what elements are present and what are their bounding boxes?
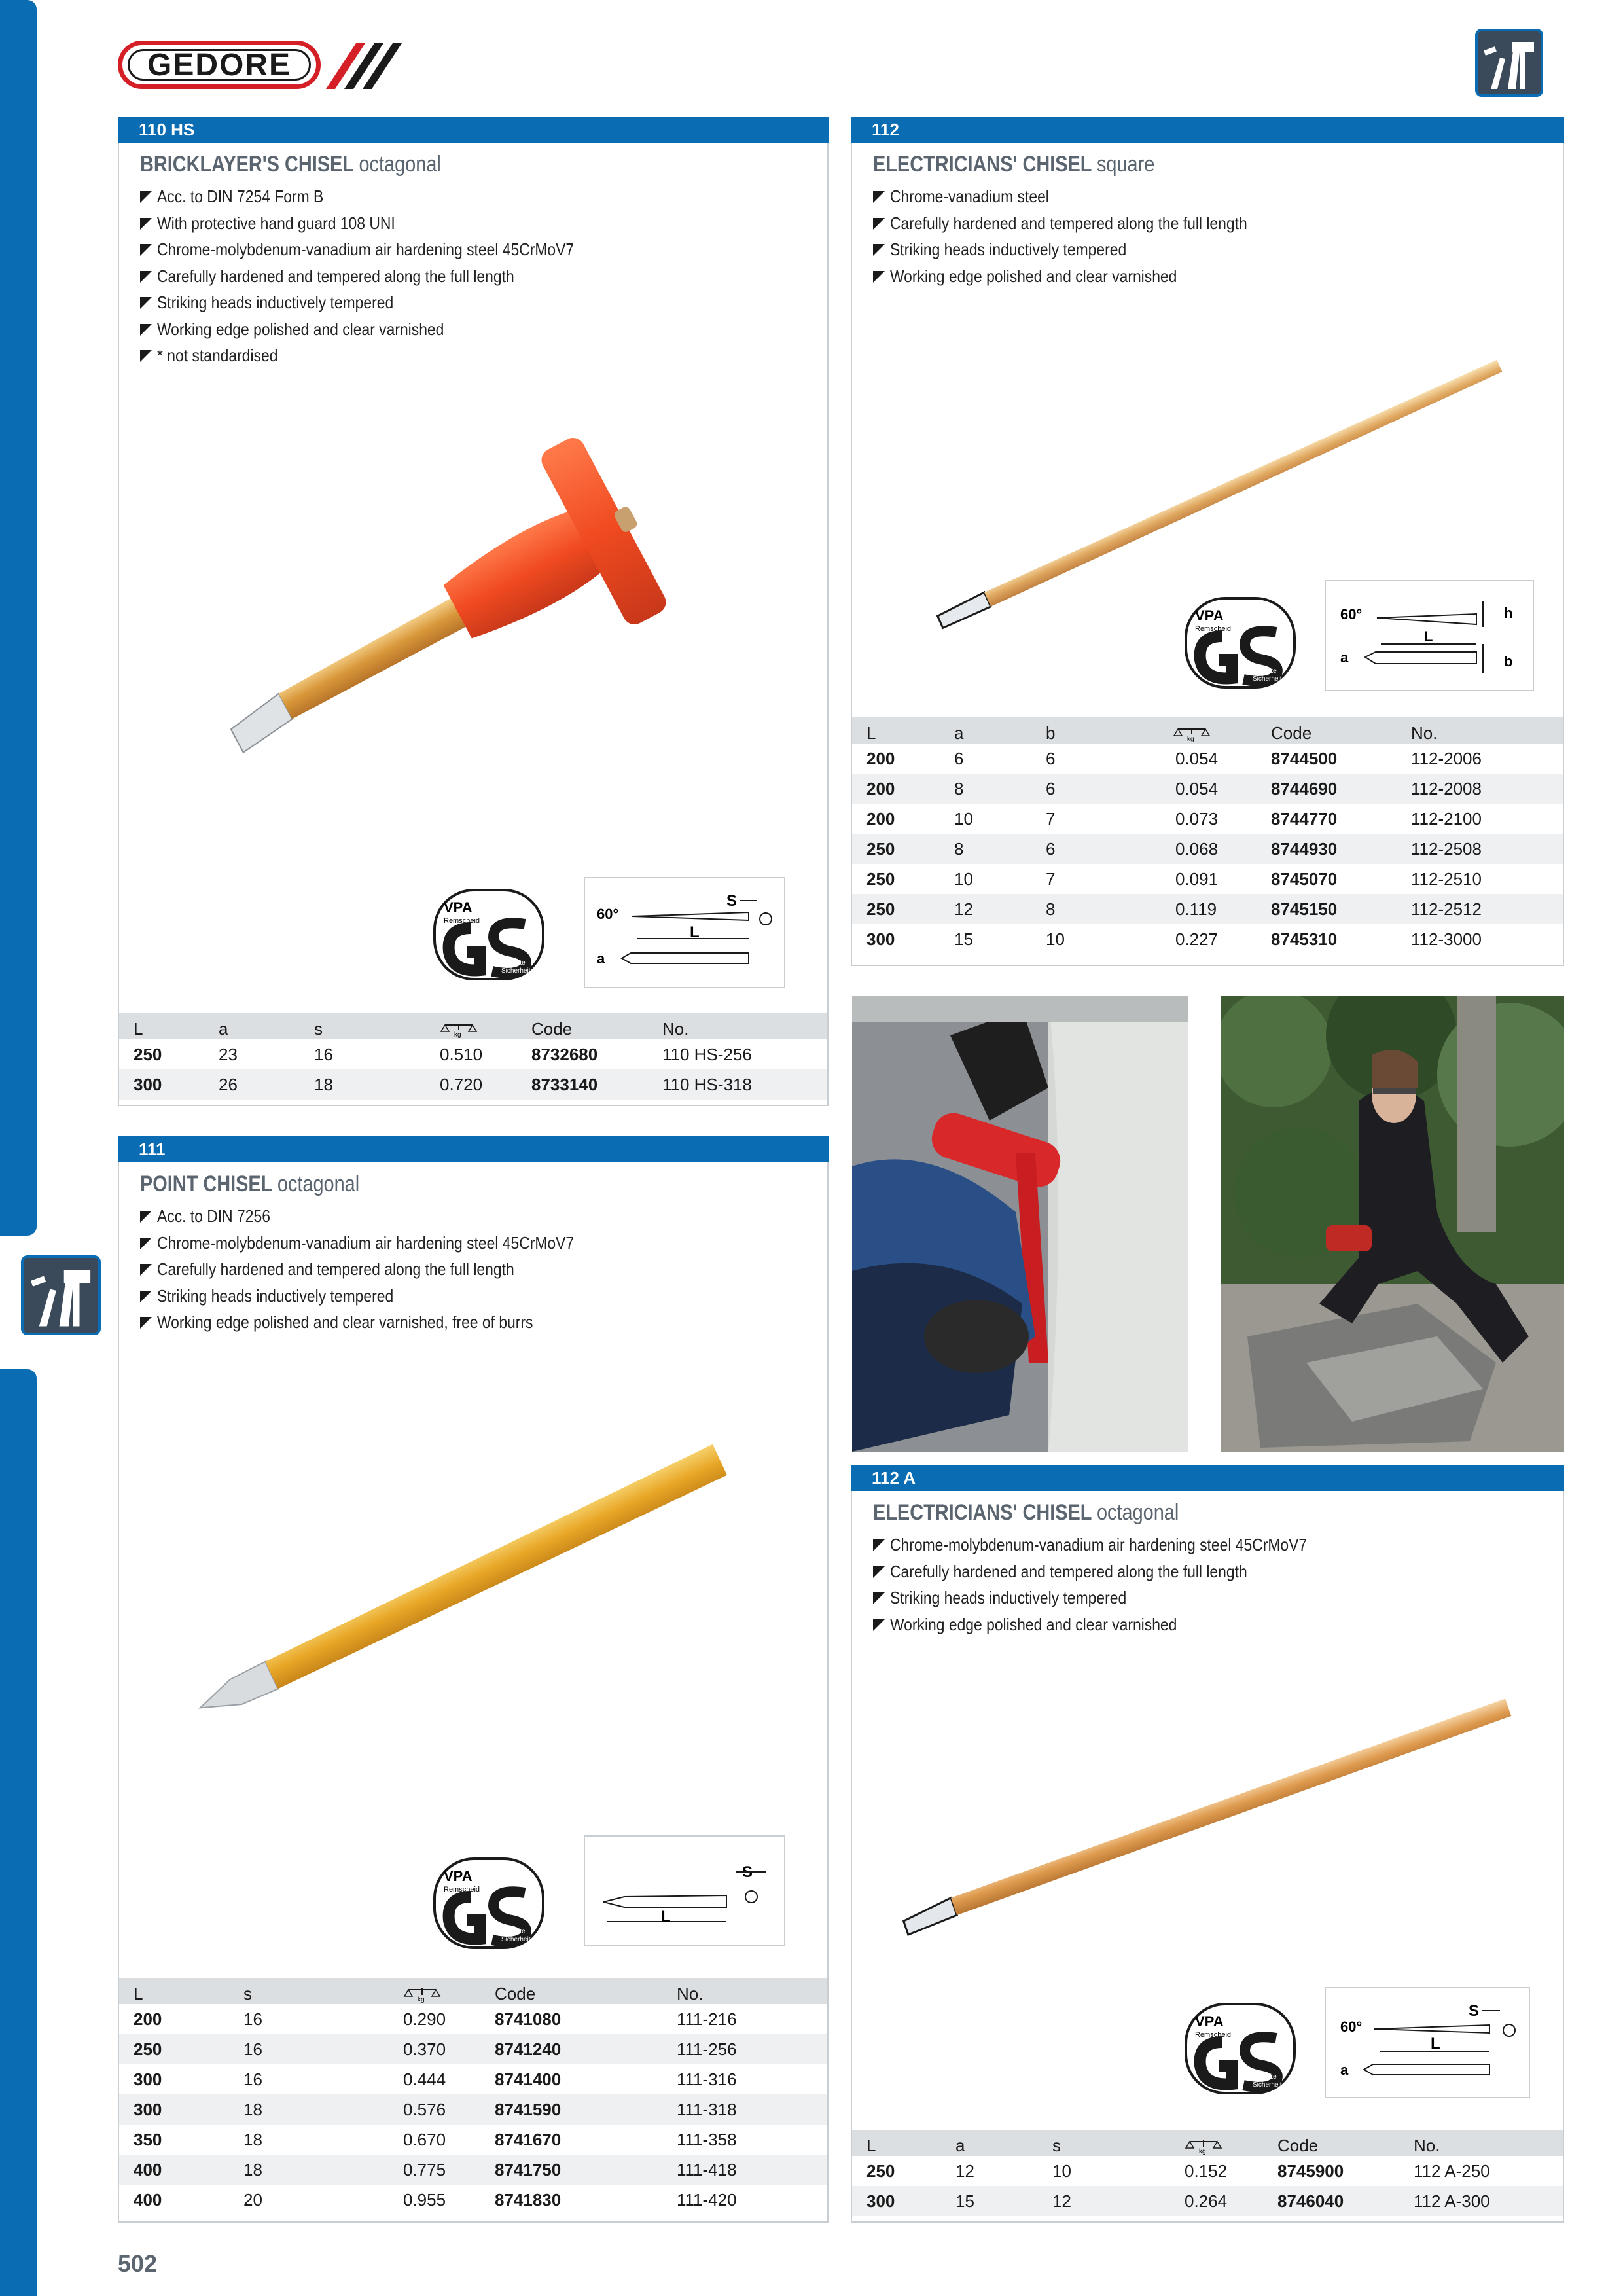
section-112a <box>851 1465 1564 2223</box>
gs-safety-badge <box>1185 2003 1296 2094</box>
feature-list <box>873 183 1296 289</box>
section-110hs <box>118 117 829 1106</box>
section-111 <box>118 1136 829 2223</box>
feature-item: Striking heads inductively tempered <box>140 1283 631 1310</box>
table-row: 350 18 0.670 8741670 111-358 <box>134 2130 737 2149</box>
logo-text: GEDORE <box>128 49 311 81</box>
gs-top-text: VPA <box>444 899 473 916</box>
feature-item: Working edge polished and clear varnished, free of burrs <box>140 1309 631 1336</box>
photo-woman-working-stone <box>1221 996 1564 1452</box>
section-title <box>140 1172 359 1197</box>
title-light: square <box>1096 152 1155 177</box>
table-header-row: L a b kg Code No. <box>852 717 1563 744</box>
svg-text:b: b <box>1504 653 1513 670</box>
svg-text:VPA: VPA <box>1195 2013 1224 2030</box>
section-number: 112 <box>851 117 1564 143</box>
table-row: 300 15 10 0.227 8745310 112-3000 <box>866 929 1482 949</box>
feature-list <box>140 1203 631 1336</box>
feature-item: Chrome-vanadium steel <box>873 183 1296 210</box>
feature-item: Striking heads inductively tempered <box>873 236 1296 263</box>
feature-item: With protective hand guard 108 UNI <box>140 210 631 237</box>
table-row: 200 10 7 0.073 8744770 112-2100 <box>866 809 1482 829</box>
gs-safety-badge <box>433 889 544 980</box>
feature-list <box>873 1532 1364 1638</box>
table-row: 250 10 7 0.091 8745070 112-2510 <box>866 869 1482 889</box>
feature-item: Carefully hardened and tempered along the full length <box>140 263 631 290</box>
section-number: 111 <box>118 1136 829 1162</box>
feature-item: Carefully hardened and tempered along the full length <box>873 210 1296 237</box>
table-row: 250 23 16 0.510 8732680 110 HS-256 <box>134 1045 752 1064</box>
table-row: 200 6 6 0.054 8744500 112-2006 <box>866 749 1482 768</box>
svg-text:kg: kg <box>1187 736 1194 743</box>
spec-table <box>852 2130 1563 2221</box>
table-header-row: L a s kg Code No. <box>119 1013 827 1039</box>
gs-bottom-text-2: Sicherheit <box>501 967 531 975</box>
section-title <box>873 1500 1179 1526</box>
table-header-row: L a s kg Code No. <box>852 2130 1563 2156</box>
svg-text:kg: kg <box>454 1031 461 1039</box>
table-row: 300 15 12 0.264 8746040 112 A-300 <box>852 2186 1563 2216</box>
svg-text:a: a <box>1340 649 1349 666</box>
title-light: octagonal <box>359 152 441 177</box>
dimension-diagram <box>1325 580 1534 691</box>
title-bold: POINT CHISEL <box>140 1172 272 1196</box>
svg-text:h: h <box>1504 605 1513 621</box>
svg-text:geprüfte: geprüfte <box>501 1928 526 1935</box>
feature-item: * not standardised <box>140 342 631 369</box>
svg-text:geprüfte: geprüfte <box>1253 668 1277 675</box>
dimension-diagram <box>584 1835 785 1946</box>
feature-list <box>140 183 631 369</box>
feature-item: Striking heads inductively tempered <box>873 1585 1364 1611</box>
table-row: 400 20 0.955 8741830 111-420 <box>134 2190 737 2210</box>
side-bar-top <box>0 0 37 1236</box>
feature-item: Working edge polished and clear varnished <box>140 316 631 343</box>
dimension-diagram <box>584 877 785 988</box>
svg-text:a: a <box>1340 2062 1349 2078</box>
svg-text:Remscheid: Remscheid <box>1195 625 1232 633</box>
bricklayers-chisel-image <box>185 425 682 792</box>
title-bold: ELECTRICIANS' CHISEL <box>873 152 1092 177</box>
table-row: 250 8 6 0.068 8744930 112-2508 <box>852 834 1563 864</box>
svg-text:Remscheid: Remscheid <box>1195 2031 1232 2039</box>
table-row: 250 16 0.370 8741240 111-256 <box>119 2034 827 2064</box>
section-number: 112 A <box>851 1465 1564 1491</box>
svg-text:60°: 60° <box>597 906 619 922</box>
table-row: 250 12 8 0.119 8745150 112-2512 <box>852 894 1563 924</box>
feature-item: Striking heads inductively tempered <box>140 289 631 316</box>
feature-item: Chrome-molybdenum-vanadium air hardening steel 45CrMoV7 <box>873 1532 1364 1558</box>
svg-text:Sicherheit: Sicherheit <box>1253 2081 1282 2089</box>
spec-table <box>119 1013 827 1105</box>
feature-item: Acc. to DIN 7254 Form B <box>140 183 631 210</box>
title-bold: BRICKLAYER'S CHISEL <box>140 152 354 177</box>
svg-text:L: L <box>661 1908 671 1926</box>
table-row: 300 16 0.444 8741400 111-316 <box>134 2070 737 2089</box>
section-number: 110 HS <box>118 117 829 143</box>
table-row: 300 18 0.576 8741590 111-318 <box>119 2094 827 2125</box>
svg-text:a: a <box>597 950 605 967</box>
svg-text:S: S <box>1469 2002 1480 2020</box>
svg-text:kg: kg <box>418 1996 425 2003</box>
svg-text:L: L <box>690 924 700 941</box>
dimension-diagram <box>1325 1987 1530 2098</box>
feature-item: Chrome-molybdenum-vanadium air hardening steel 45CrMoV7 <box>140 236 631 263</box>
section-title <box>140 152 441 177</box>
svg-text:VPA: VPA <box>444 1868 473 1884</box>
electricians-chisel-octagonal-image <box>878 1662 1533 1964</box>
svg-text:Sicherheit: Sicherheit <box>1253 675 1282 683</box>
table-header-row: L s kg Code No. <box>119 1978 827 2004</box>
title-light: octagonal <box>1096 1500 1179 1525</box>
feature-item: Chrome-molybdenum-vanadium air hardening steel 45CrMoV7 <box>140 1230 631 1257</box>
svg-text:kg: kg <box>1199 2148 1206 2155</box>
title-light: octagonal <box>277 1172 360 1196</box>
feature-item: Working edge polished and clear varnished <box>873 1611 1364 1638</box>
point-chisel-image <box>152 1412 767 1753</box>
section-112 <box>851 117 1564 966</box>
page-number: 502 <box>118 2250 158 2277</box>
gs-safety-badge <box>433 1857 544 1949</box>
table-row: 300 26 18 0.720 8733140 110 HS-318 <box>119 1069 827 1100</box>
svg-text:60°: 60° <box>1340 606 1363 622</box>
spec-table <box>119 1978 827 2221</box>
tools-category-icon <box>1475 29 1543 97</box>
table-row: 200 8 6 0.054 8744690 112-2008 <box>852 774 1563 804</box>
svg-text:S: S <box>742 1863 753 1881</box>
section-title <box>873 152 1154 177</box>
table-row: 400 18 0.775 8741750 111-418 <box>119 2155 827 2185</box>
table-row: 250 12 10 0.152 8745900 112 A-250 <box>866 2161 1490 2181</box>
feature-item: Carefully hardened and tempered along the full length <box>873 1558 1364 1585</box>
side-bar-bottom <box>0 1369 37 2296</box>
chisels-category-icon <box>21 1255 101 1335</box>
gs-sub-text: Remscheid <box>444 917 480 925</box>
gedore-logo <box>118 38 406 94</box>
svg-text:Sicherheit: Sicherheit <box>501 1936 531 1943</box>
svg-text:60°: 60° <box>1340 2018 1363 2035</box>
spec-table <box>852 717 1563 965</box>
svg-text:L: L <box>1431 2035 1440 2053</box>
title-bold: ELECTRICIANS' CHISEL <box>873 1500 1092 1525</box>
gs-safety-badge <box>1185 597 1296 689</box>
gs-bottom-text-1: geprüfte <box>501 960 526 967</box>
svg-text:S: S <box>726 892 738 910</box>
photo-chisel-in-wall <box>852 996 1188 1452</box>
svg-text:VPA: VPA <box>1195 607 1224 624</box>
table-row: 200 16 0.290 8741080 111-216 <box>134 2009 737 2029</box>
feature-item: Carefully hardened and tempered along the full length <box>140 1256 631 1283</box>
feature-item: Working edge polished and clear varnished <box>873 263 1296 290</box>
svg-text:geprüfte: geprüfte <box>1253 2073 1277 2081</box>
feature-item: Acc. to DIN 7256 <box>140 1203 631 1230</box>
svg-text:L: L <box>1424 628 1433 645</box>
svg-text:Remscheid: Remscheid <box>444 1886 480 1893</box>
logo-stripes-icon <box>326 43 404 89</box>
